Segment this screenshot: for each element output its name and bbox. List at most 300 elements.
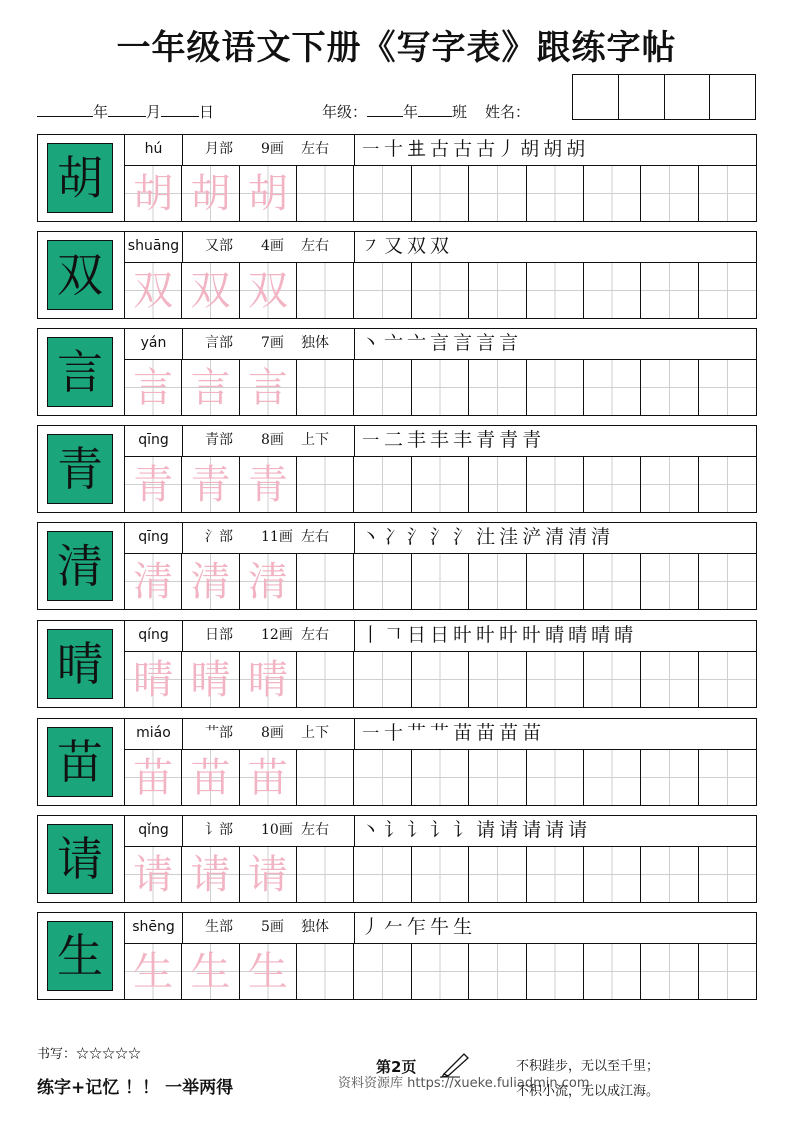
- practice-cell[interactable]: [354, 263, 411, 318]
- trace-char: 言: [190, 364, 231, 411]
- pinyin: shuāng: [125, 232, 183, 262]
- practice-cell[interactable]: [527, 750, 584, 805]
- practice-cell[interactable]: [641, 944, 698, 999]
- stroke-step: ㇐: [361, 138, 383, 160]
- trace-cell[interactable]: [125, 166, 182, 221]
- trace-cell[interactable]: [182, 944, 239, 999]
- big-char: 青: [47, 434, 113, 504]
- pinyin: miáo: [125, 719, 183, 749]
- page-number: 第2页: [376, 1058, 417, 1076]
- practice-cell[interactable]: [297, 360, 354, 415]
- practice-cell[interactable]: [527, 944, 584, 999]
- stroke-order: [355, 329, 756, 359]
- pinyin: qǐng: [125, 816, 183, 846]
- trace-char: 青: [133, 461, 174, 508]
- day-blank[interactable]: [161, 100, 199, 117]
- pinyin: qīng: [125, 426, 183, 456]
- trace-cell[interactable]: [182, 847, 239, 902]
- stroke-step: 汢: [476, 526, 498, 548]
- char-block: [37, 912, 757, 1000]
- stroke-step: 𠃍: [384, 624, 406, 646]
- practice-grid: [125, 749, 756, 805]
- big-char: 双: [47, 240, 113, 310]
- stroke-count: 4画: [261, 238, 284, 254]
- year-label: 年: [93, 103, 109, 121]
- char-meta: [183, 816, 355, 846]
- stroke-step: 青: [499, 429, 521, 451]
- pinyin: qīng: [125, 523, 183, 553]
- stroke-count: 12画: [261, 627, 293, 643]
- practice-cell[interactable]: [584, 263, 641, 318]
- trace-cell[interactable]: [125, 263, 182, 318]
- practice-grid: [125, 456, 756, 512]
- trace-cell[interactable]: [240, 263, 297, 318]
- trace-char: 清: [133, 558, 174, 605]
- structure: 独体: [301, 335, 329, 351]
- char-block: [37, 815, 757, 903]
- char-meta: [183, 719, 355, 749]
- stroke-step: 讠: [430, 819, 452, 841]
- stroke-step: 𠀎: [407, 138, 429, 160]
- practice-cell[interactable]: [297, 457, 354, 512]
- stroke-step: 讠: [384, 819, 406, 841]
- trace-cell[interactable]: [240, 166, 297, 221]
- practice-cell[interactable]: [641, 360, 698, 415]
- motto-line-1: 不积跬步，无以至千里；: [516, 1059, 660, 1074]
- practice-cell[interactable]: [584, 750, 641, 805]
- stroke-step: 青: [522, 429, 544, 451]
- practice-cell[interactable]: [584, 166, 641, 221]
- stroke-step: 青: [476, 429, 498, 451]
- pinyin: yán: [125, 329, 183, 359]
- practice-cell[interactable]: [699, 263, 756, 318]
- practice-cell[interactable]: [699, 554, 756, 609]
- practice-grid: [125, 262, 756, 318]
- practice-cell[interactable]: [354, 750, 411, 805]
- name-cell[interactable]: [573, 75, 619, 119]
- practice-cell[interactable]: [641, 652, 698, 707]
- trace-cell[interactable]: [240, 652, 297, 707]
- structure: 上下: [301, 725, 329, 741]
- trace-char: 胡: [190, 170, 231, 217]
- trace-cell[interactable]: [182, 360, 239, 415]
- pinyin: hú: [125, 135, 183, 165]
- year-blank[interactable]: [37, 100, 93, 117]
- trace-char: 生: [247, 948, 288, 995]
- stroke-step: 讠: [453, 819, 475, 841]
- big-char: 晴: [47, 629, 113, 699]
- practice-cell[interactable]: [527, 652, 584, 707]
- trace-cell[interactable]: [240, 360, 297, 415]
- stroke-step: 冫: [384, 526, 406, 548]
- trace-cell[interactable]: [240, 457, 297, 512]
- trace-cell[interactable]: [240, 944, 297, 999]
- month-label: 月: [146, 103, 162, 121]
- trace-cell[interactable]: [182, 457, 239, 512]
- practice-cell[interactable]: [527, 847, 584, 902]
- char-meta: [183, 621, 355, 651]
- structure: 左右: [301, 627, 329, 643]
- grade-blank[interactable]: [367, 100, 403, 117]
- practice-cell[interactable]: [354, 166, 411, 221]
- practice-cell[interactable]: [469, 457, 526, 512]
- stroke-step: 晴: [614, 624, 636, 646]
- student-line: [322, 100, 530, 120]
- stroke-step: 丿: [361, 916, 383, 938]
- radical: 氵部: [205, 529, 233, 545]
- big-char-cell: [38, 523, 125, 609]
- trace-cell[interactable]: [240, 554, 297, 609]
- big-char-cell: [38, 329, 125, 415]
- practice-cell[interactable]: [699, 360, 756, 415]
- char-meta: [183, 913, 355, 943]
- stroke-step: 丰: [453, 429, 475, 451]
- practice-cell[interactable]: [469, 944, 526, 999]
- stroke-order: [355, 719, 756, 749]
- practice-cell[interactable]: [412, 652, 469, 707]
- stroke-step: 清: [545, 526, 567, 548]
- char-block: [37, 328, 757, 416]
- slogan: 练字+记忆 ！！ 一举两得: [37, 1078, 234, 1098]
- grade-year-label: 年: [403, 103, 419, 121]
- char-meta: [183, 329, 355, 359]
- stroke-step: 丰: [407, 429, 429, 451]
- trace-char: 苗: [133, 754, 174, 801]
- motto-line-2: 不积小流，无以成江海。: [516, 1084, 660, 1099]
- stroke-order: [355, 621, 756, 651]
- structure: 独体: [301, 919, 329, 935]
- practice-cell[interactable]: [412, 847, 469, 902]
- practice-grid: [125, 359, 756, 415]
- practice-cell[interactable]: [699, 750, 756, 805]
- big-char-cell: [38, 232, 125, 318]
- stroke-step: 古: [430, 138, 452, 160]
- stroke-step: 亠: [384, 332, 406, 354]
- char-meta: [183, 523, 355, 553]
- stroke-count: 7画: [261, 335, 284, 351]
- practice-cell[interactable]: [297, 652, 354, 707]
- big-char-cell: [38, 816, 125, 902]
- stroke-step: ㇇: [361, 235, 383, 257]
- stroke-step: 晴: [591, 624, 613, 646]
- stroke-step: 日: [430, 624, 452, 646]
- practice-cell[interactable]: [641, 457, 698, 512]
- practice-cell[interactable]: [354, 554, 411, 609]
- stroke-order: [355, 426, 756, 456]
- practice-cell[interactable]: [699, 652, 756, 707]
- practice-cell[interactable]: [354, 457, 411, 512]
- structure: 左右: [301, 822, 329, 838]
- practice-cell[interactable]: [297, 166, 354, 221]
- structure: 左右: [301, 238, 329, 254]
- practice-cell[interactable]: [354, 652, 411, 707]
- big-char: 苗: [47, 727, 113, 797]
- trace-char: 双: [190, 267, 231, 314]
- stroke-step: 苗: [476, 722, 498, 744]
- char-meta: [183, 135, 355, 165]
- stroke-step: 𠂉: [384, 916, 406, 938]
- trace-cell[interactable]: [182, 263, 239, 318]
- practice-cell[interactable]: [469, 554, 526, 609]
- char-block: [37, 425, 757, 513]
- practice-cell[interactable]: [469, 652, 526, 707]
- radical: 又部: [205, 238, 233, 254]
- class-blank[interactable]: [418, 100, 452, 117]
- stroke-step: 乍: [407, 916, 429, 938]
- trace-cell[interactable]: [182, 652, 239, 707]
- practice-cell[interactable]: [412, 263, 469, 318]
- trace-cell[interactable]: [125, 750, 182, 805]
- stroke-step: 旪: [499, 624, 521, 646]
- stroke-step: 古: [453, 138, 475, 160]
- trace-char: 清: [247, 558, 288, 605]
- trace-char: 请: [190, 851, 231, 898]
- stroke-step: 古丿: [476, 138, 519, 160]
- big-char: 生: [47, 921, 113, 991]
- stroke-step: 晴: [545, 624, 567, 646]
- stroke-step: 讠: [407, 819, 429, 841]
- practice-cell[interactable]: [297, 263, 354, 318]
- stroke-step: 日: [407, 624, 429, 646]
- big-char: 言: [47, 337, 113, 407]
- practice-cell[interactable]: [584, 360, 641, 415]
- stroke-step: 旪: [522, 624, 544, 646]
- stroke-step: ㇐: [361, 722, 383, 744]
- rating-label: 书写：☆☆☆☆☆: [37, 1047, 142, 1062]
- practice-cell[interactable]: [297, 554, 354, 609]
- name-label: 姓名：: [485, 103, 531, 121]
- stroke-step: 亠: [407, 332, 429, 354]
- watermark: 资料资源库 https://xueke.fuliadmin.com: [338, 1076, 590, 1091]
- practice-cell[interactable]: [527, 263, 584, 318]
- char-block: [37, 522, 757, 610]
- practice-cell[interactable]: [527, 166, 584, 221]
- big-char: 请: [47, 824, 113, 894]
- stroke-step: 双: [430, 235, 452, 257]
- stroke-step: 牛: [430, 916, 452, 938]
- stroke-step: 丰: [430, 429, 452, 451]
- trace-char: 生: [190, 948, 231, 995]
- char-block: [37, 620, 757, 708]
- stroke-step: 生: [453, 916, 475, 938]
- stroke-step: 丶: [361, 332, 383, 354]
- trace-cell[interactable]: [125, 847, 182, 902]
- trace-char: 苗: [190, 754, 231, 801]
- trace-char: 言: [133, 364, 174, 411]
- stroke-step: 言: [476, 332, 498, 354]
- big-char-cell: [38, 719, 125, 805]
- practice-cell[interactable]: [412, 554, 469, 609]
- practice-cell[interactable]: [584, 847, 641, 902]
- trace-cell[interactable]: [240, 750, 297, 805]
- practice-cell[interactable]: [584, 457, 641, 512]
- char-block: [37, 718, 757, 806]
- stroke-step: 清: [568, 526, 590, 548]
- big-char-cell: [38, 426, 125, 512]
- practice-cell[interactable]: [584, 944, 641, 999]
- practice-cell[interactable]: [412, 750, 469, 805]
- stroke-step: 又: [384, 235, 406, 257]
- stroke-order: [355, 232, 756, 262]
- stroke-step: 艹: [407, 722, 429, 744]
- structure: 上下: [301, 432, 329, 448]
- trace-cell[interactable]: [125, 944, 182, 999]
- practice-cell[interactable]: [584, 554, 641, 609]
- stroke-count: 10画: [261, 822, 293, 838]
- stroke-step: 苗: [522, 722, 544, 744]
- practice-cell[interactable]: [641, 263, 698, 318]
- practice-cell[interactable]: [641, 847, 698, 902]
- grade-label: 年级：: [322, 103, 368, 121]
- trace-char: 双: [247, 267, 288, 314]
- stroke-step: 丶: [361, 819, 383, 841]
- trace-cell[interactable]: [125, 652, 182, 707]
- practice-cell[interactable]: [699, 166, 756, 221]
- big-char-cell: [38, 135, 125, 221]
- trace-cell[interactable]: [125, 554, 182, 609]
- practice-cell[interactable]: [412, 457, 469, 512]
- trace-char: 青: [247, 461, 288, 508]
- stroke-step: 苗: [453, 722, 475, 744]
- practice-cell[interactable]: [699, 944, 756, 999]
- stroke-step: 氵: [453, 526, 475, 548]
- practice-cell[interactable]: [527, 360, 584, 415]
- trace-char: 晴: [190, 656, 231, 703]
- trace-char: 言: [247, 364, 288, 411]
- stroke-order: [355, 913, 756, 943]
- practice-grid: [125, 846, 756, 902]
- stroke-step: 旪: [476, 624, 498, 646]
- stroke-step: 请: [568, 819, 590, 841]
- stroke-step: 氵: [407, 526, 429, 548]
- big-char-cell: [38, 913, 125, 999]
- char-block: [37, 134, 757, 222]
- stroke-step: 氵: [430, 526, 452, 548]
- page-title: 一年级语文下册《写字表》跟练字帖: [116, 28, 677, 68]
- stroke-step: 丶: [361, 526, 383, 548]
- stroke-step: 胡: [543, 138, 565, 160]
- practice-grid: [125, 651, 756, 707]
- trace-cell[interactable]: [182, 554, 239, 609]
- practice-cell[interactable]: [412, 360, 469, 415]
- stroke-order: [355, 816, 756, 846]
- trace-char: 请: [133, 851, 174, 898]
- practice-cell[interactable]: [641, 554, 698, 609]
- practice-cell[interactable]: [297, 750, 354, 805]
- practice-cell[interactable]: [469, 847, 526, 902]
- practice-cell[interactable]: [469, 750, 526, 805]
- stroke-count: 11画: [261, 529, 293, 545]
- structure: 左右: [301, 141, 329, 157]
- practice-cell[interactable]: [527, 457, 584, 512]
- stroke-step: ㇐: [361, 429, 383, 451]
- stroke-step: 请: [499, 819, 521, 841]
- stroke-step: 旪: [453, 624, 475, 646]
- practice-cell[interactable]: [412, 944, 469, 999]
- radical: 讠部: [205, 822, 233, 838]
- stroke-step: 二: [384, 429, 406, 451]
- trace-cell[interactable]: [182, 166, 239, 221]
- name-cell[interactable]: [665, 75, 711, 119]
- practice-cell[interactable]: [584, 652, 641, 707]
- radical: 青部: [205, 432, 233, 448]
- practice-cell[interactable]: [641, 750, 698, 805]
- stroke-step: 请: [522, 819, 544, 841]
- name-cell[interactable]: [710, 75, 755, 119]
- trace-cell[interactable]: [125, 457, 182, 512]
- date-line: [37, 100, 214, 120]
- stroke-step: 洼: [499, 526, 521, 548]
- practice-cell[interactable]: [699, 457, 756, 512]
- stroke-step: 十: [384, 722, 406, 744]
- char-meta: [183, 426, 355, 456]
- practice-cell[interactable]: [412, 166, 469, 221]
- stroke-step: 请: [545, 819, 567, 841]
- practice-cell[interactable]: [469, 360, 526, 415]
- practice-cell[interactable]: [297, 847, 354, 902]
- practice-cell[interactable]: [527, 554, 584, 609]
- radical: 艹部: [205, 725, 233, 741]
- stroke-step: 言: [453, 332, 475, 354]
- big-char: 清: [47, 531, 113, 601]
- trace-cell[interactable]: [240, 847, 297, 902]
- big-char-cell: [38, 621, 125, 707]
- practice-grid: [125, 165, 756, 221]
- stroke-step: 丨: [361, 624, 383, 646]
- trace-cell[interactable]: [182, 750, 239, 805]
- radical: 言部: [205, 335, 233, 351]
- trace-char: 苗: [247, 754, 288, 801]
- trace-cell[interactable]: [125, 360, 182, 415]
- radical: 生部: [205, 919, 233, 935]
- practice-cell[interactable]: [354, 944, 411, 999]
- name-boxes[interactable]: [572, 74, 756, 120]
- practice-cell[interactable]: [469, 263, 526, 318]
- trace-char: 晴: [133, 656, 174, 703]
- practice-cell[interactable]: [297, 944, 354, 999]
- practice-cell[interactable]: [354, 360, 411, 415]
- practice-cell[interactable]: [641, 166, 698, 221]
- practice-grid: [125, 943, 756, 999]
- stroke-step: 浐: [522, 526, 544, 548]
- practice-cell[interactable]: [469, 166, 526, 221]
- pinyin: shēng: [125, 913, 183, 943]
- stroke-count: 9画: [261, 141, 284, 157]
- stroke-count: 8画: [261, 432, 284, 448]
- trace-char: 晴: [247, 656, 288, 703]
- practice-cell[interactable]: [354, 847, 411, 902]
- stroke-step: 言: [499, 332, 521, 354]
- structure: 左右: [301, 529, 329, 545]
- stroke-step: 胡: [520, 138, 542, 160]
- radical: 月部: [205, 141, 233, 157]
- big-char: 胡: [47, 143, 113, 213]
- day-label: 日: [199, 103, 215, 121]
- practice-grid: [125, 553, 756, 609]
- stroke-step: 清: [591, 526, 613, 548]
- trace-char: 清: [190, 558, 231, 605]
- stroke-step: 言: [430, 332, 452, 354]
- stroke-order: [355, 135, 756, 165]
- trace-char: 胡: [133, 170, 174, 217]
- month-blank[interactable]: [108, 100, 146, 117]
- stroke-step: 双: [407, 235, 429, 257]
- practice-cell[interactable]: [699, 847, 756, 902]
- stroke-count: 8画: [261, 725, 284, 741]
- radical: 日部: [205, 627, 233, 643]
- name-cell[interactable]: [619, 75, 665, 119]
- stroke-count: 5画: [261, 919, 284, 935]
